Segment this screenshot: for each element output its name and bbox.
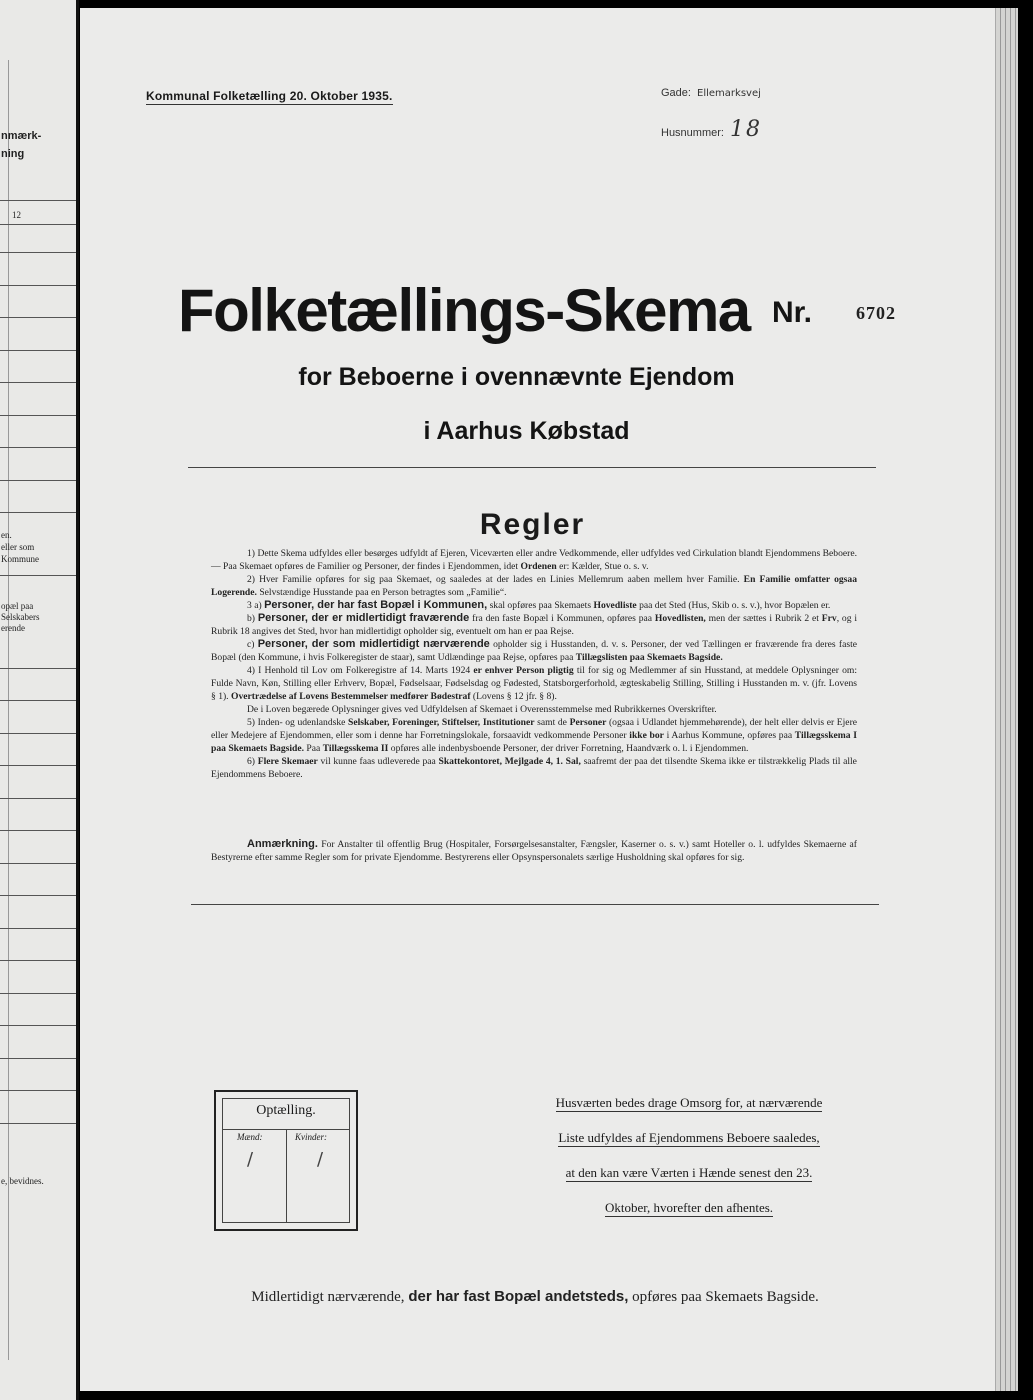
fragment-text: e, bevidnes. <box>1 1176 44 1186</box>
form-number-value: 6702 <box>856 303 896 323</box>
count-box-column-divider <box>286 1129 287 1222</box>
street-label: Gade: <box>661 87 691 99</box>
rule-3b: b) Personer, der er midlertidigt fraværende fra den faste Bopæl i Kommunen, opføres paa Hovedlisten, men der sættes i Rubrik 2 et Frv, og i Rubrik 18 angives det Sted, hvor han midlertidigt opholder sig, eventuelt om han er paa Rejse. <box>211 612 858 637</box>
rule <box>0 317 76 318</box>
notice-line-3: at den kan være Værten i Hænde senest den 23. <box>565 1165 813 1180</box>
rule <box>0 224 76 225</box>
rule <box>0 895 76 896</box>
street-value: Ellemarksvej <box>697 88 761 99</box>
rule <box>0 480 76 481</box>
remark-text <box>211 838 857 864</box>
rule <box>0 993 76 994</box>
remark-body: For Anstalter til offentlig Brug (Hospitaler, Forsørgelsesanstalter, Fængsler, Kaserner o. s. v.) samt Hoteller o. l. udfyldes Skemaerne af Bestyrerne efter samme Regler som for private Ejendomme. Bestyrerens eller Opsynspersonalets særlige Husholdning skal opføres for sig. <box>211 839 857 863</box>
rule-2: 2) Hver Familie opføres for sig paa Skemaet, og saaledes at der lades en Linies Mellemrum aaben mellem hver Familie. En Familie omfatter ogsaa Logerende. Selvstændige Husstande paa en Person betragtes som „Familie“. <box>211 574 857 598</box>
fragment-text: 12 <box>12 210 21 220</box>
rule <box>0 1123 76 1124</box>
count-box-inner <box>222 1098 350 1223</box>
form-number-label: Nr. <box>772 296 813 329</box>
rule <box>0 765 76 766</box>
form-title: Folketællings-Skema <box>178 277 750 344</box>
fragment-text: Selskabers <box>1 612 40 622</box>
rule <box>0 1025 76 1026</box>
page-stack-edge <box>995 8 1018 1391</box>
rule <box>0 1058 76 1059</box>
men-label: Mænd: <box>237 1132 263 1142</box>
divider <box>191 904 879 905</box>
rule <box>0 575 76 576</box>
rule-4: 4) I Henhold til Lov om Folkeregistre af 14. Marts 1924 er enhver Person pligtig til for sig og Medlemmer af sin Husstand, at meddele Oplysninger om: Fulde Navn, Køn, Stilling eller Erhverv, Bopæl, Fødselsaar, Fødselsdag og Fødested, Statsborgerforhold, ægteskabelig Stilling, Stilling i Husstanden m. v. (jfr. Lovens § 1). Overtrædelse af Lovens Bestemmelser medfører Bødestraf (Lovens § 12 jfr. § 8). <box>211 665 857 702</box>
fragment-text: en. <box>1 530 12 540</box>
rule <box>0 285 76 286</box>
rules-text <box>211 547 857 781</box>
men-count: / <box>247 1149 254 1170</box>
rule <box>0 252 76 253</box>
rule <box>0 700 76 701</box>
women-label: Kvinder: <box>295 1132 327 1142</box>
rule-3c: c) Personer, der som midlertidigt nærværende opholder sig i Husstanden, d. v. s. Personer, der ved Tællingen er fraværende fra deres faste Bopæl (den Kommune, i hvis Folkeregister de staar), samt Udlændinge paa Rejse, opføres paa Tillægslisten paa Skemaets Bagside. <box>211 638 857 663</box>
fragment-text: nmærk- <box>1 130 42 142</box>
landlord-notice <box>515 1088 863 1228</box>
margin-line <box>8 60 9 1360</box>
form-subtitle-2: i Aarhus Købstad <box>423 417 630 445</box>
fragment-text: erende <box>1 623 25 633</box>
count-box-title: Optælling. <box>256 1103 316 1118</box>
census-header: Kommunal Folketælling 20. Oktober 1935. <box>146 89 393 103</box>
rule <box>0 733 76 734</box>
rule <box>0 798 76 799</box>
rule <box>0 1090 76 1091</box>
rule-3a: 3 a) Personer, der har fast Bopæl i Kommunen, skal opføres paa Skemaets Hovedliste paa det Sted (Hus, Skib o. s. v.), hvor Bopælen er. <box>247 599 831 611</box>
notice-line-2: Liste udfyldes af Ejendommens Beboere saaledes, <box>558 1130 820 1145</box>
rules-heading: Regler <box>479 508 586 541</box>
fragment-text: ning <box>1 148 25 160</box>
footer-part-2: der har fast Bopæl andetsteds, <box>408 1288 629 1305</box>
footer-note <box>0 1288 1033 1306</box>
fragment-text: eller som <box>1 542 35 552</box>
women-count: / <box>317 1149 324 1170</box>
form-subtitle-1: for Beboerne i ovennævnte Ejendom <box>298 363 735 391</box>
rule <box>0 447 76 448</box>
notice-line-1: Husværten bedes drage Omsorg for, at nærværende <box>555 1095 823 1110</box>
rule <box>0 928 76 929</box>
street-field <box>661 87 761 99</box>
rule-1: 1) Dette Skema udfyldes eller besørges udfyldt af Ejeren, Viceværten eller andre Vedkommende, eller udfyldes ved Cirkulation blandt Ejendommens Beboere. — Paa Skemaet opføres de Familier og Personer, der findes i Ejendommen, idet Ordenen er: Kælder, Stue o. s. v. <box>211 548 857 572</box>
previous-page-edge <box>0 0 79 1400</box>
rule <box>0 863 76 864</box>
fragment-text: Kommune <box>1 554 39 564</box>
notice-line-4: Oktober, hvorefter den afhentes. <box>604 1200 774 1215</box>
rule <box>0 200 76 201</box>
rule-6: 6) Flere Skemaer vil kunne faas udleverede paa Skattekontoret, Mejlgade 4, 1. Sal, saafremt der paa det tilsendte Skema ikke er tilstrækkelig Plads til alle Ejendommens Beboere. <box>211 756 857 780</box>
rule <box>0 960 76 961</box>
house-number-label: Husnummer: <box>661 127 724 139</box>
rule <box>0 415 76 416</box>
divider <box>188 467 876 468</box>
footer-part-1: Midlertidigt nærværende, <box>251 1289 405 1305</box>
rule-4-cont: De i Loven begærede Oplysninger gives ved Udfyldelsen af Skemaet i Overensstemmelse med Rubrikkernes Overskrifter. <box>247 704 717 715</box>
remark-heading: Anmærkning. <box>247 838 318 850</box>
house-number-value: 18 <box>730 117 763 142</box>
rule <box>0 668 76 669</box>
rule <box>0 830 76 831</box>
fragment-text: opæl paa <box>1 601 34 611</box>
house-number-field <box>661 117 762 142</box>
rule <box>0 350 76 351</box>
count-box <box>214 1090 358 1231</box>
footer-part-3: opføres paa Skemaets Bagside. <box>632 1289 819 1305</box>
rule-5: 5) Inden- og udenlandske Selskaber, Foreninger, Stiftelser, Institutioner samt de Personer (ogsaa i Udlandet hjemmehørende), der helt eller delvis er Ejere eller Medejere af Ejendommen, eller som i denne har Forretningslokale, forsaavidt vedkommende Personer ikke bor i Aarhus Kommune, opføres paa Tillægsskema I paa Skemaets Bagside. Paa Tillægsskema II opføres alle indenbysboende Personer, der driver Forretning, Haandværk o. l. i Ejendommen. <box>211 717 858 754</box>
